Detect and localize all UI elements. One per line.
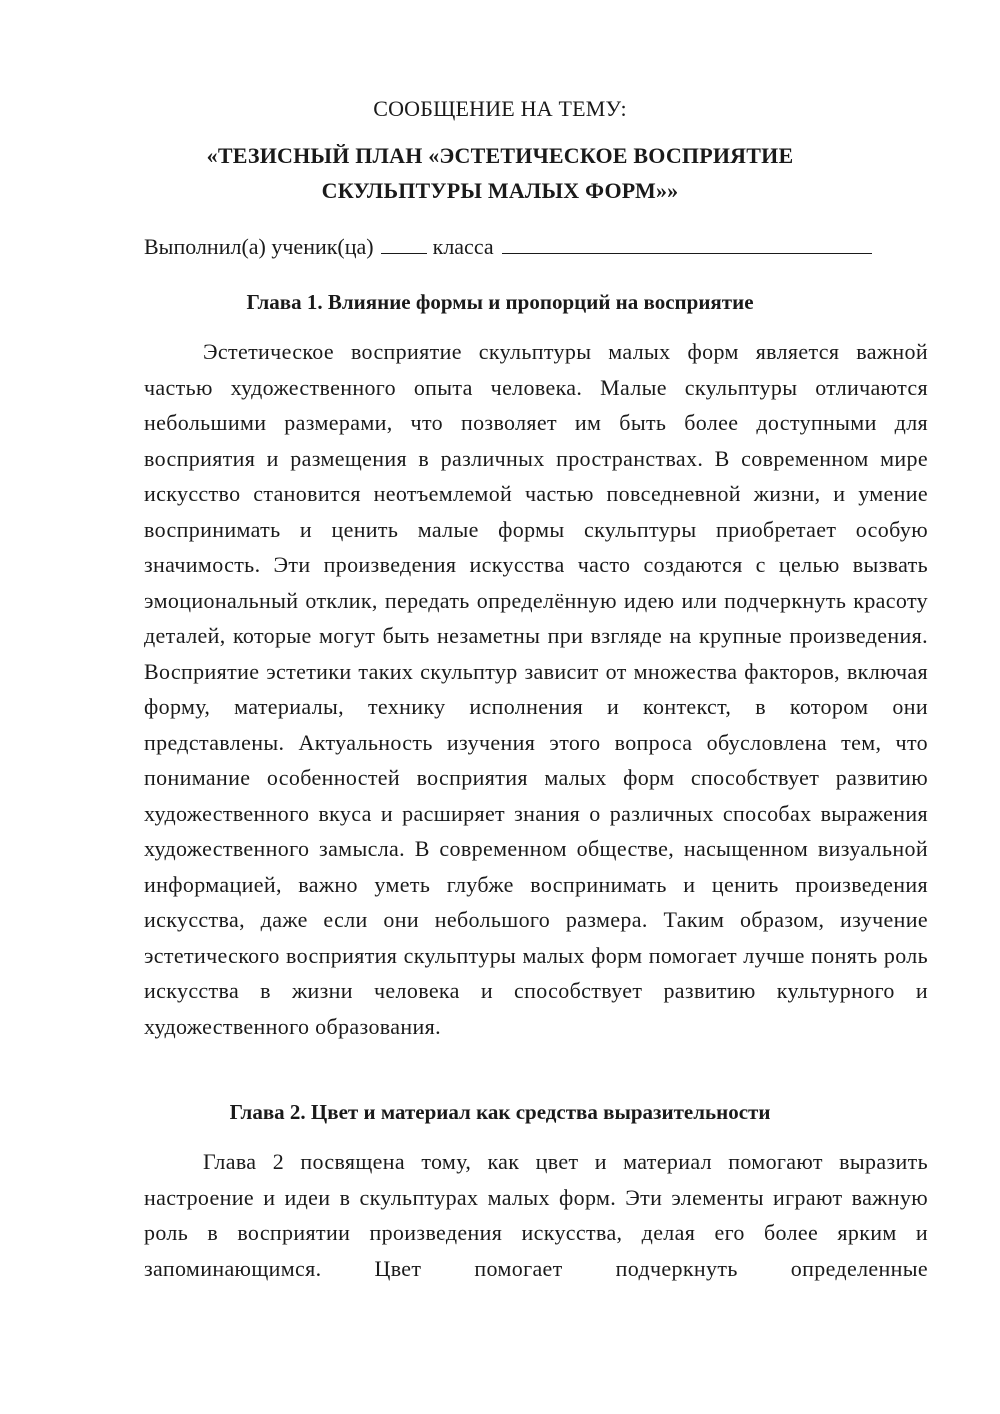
report-topic-title-line-2: СКУЛЬПТУРЫ МАЛЫХ ФОРМ»» [321, 178, 679, 203]
report-topic-title-line-1: «ТЕЗИСНЫЙ ПЛАН «ЭСТЕТИЧЕСКОЕ ВОСПРИЯТИЕ [206, 143, 794, 168]
report-type-title: СООБЩЕНИЕ НА ТЕМУ: [373, 96, 627, 121]
class-label: класса [432, 234, 494, 259]
executor-label: Выполнил(а) ученик(ца) [144, 234, 374, 259]
executor-line [144, 235, 872, 258]
chapter-1-heading: Глава 1. Влияние формы и пропорций на восприятие [246, 290, 754, 314]
chapter-1-paragraph: Эстетическое восприятие скульптуры малых форм является важной частью художественного опыта человека. Малые скульптуры отличаются небольшими размерами, что позволяет им быть более доступными для восприятия и размещения в различных пространствах. В современном мире искусство становится неотъемлемой частью повседневной жизни, и умение воспринимать и ценить малые формы скульптуры приобретает особую значимость. Эти произведения искусства часто создаются с целью вызвать эмоциональный отклик, передать определённую идею или подчеркнуть красоту деталей, которые могут быть незаметны при взгляде на крупные произведения. Восприятие эстетики таких скульптур зависит от множества факторов, включая форму, материалы, технику исполнения и контекст, в котором они представлены. Актуальность изучения этого вопроса обусловлена тем, что понимание особенностей восприятия малых форм способствует развитию художественного вкуса и расширяет знания о различных способах выражения художественного замысла. В современном обществе, насыщенном визуальной информацией, важно уметь глубже воспринимать и ценить произведения искусства, даже если они небольшого размера. Таким образом, изучение эстетического восприятия скульптуры малых форм помогает лучше понять роль искусства в жизни человека и способствует развитию культурного и художественного образования. [144, 339, 928, 1039]
chapter-2-paragraph: Глава 2 посвящена тому, как цвет и материал помогают выразить настроение и идеи в скульптурах малых форм. Эти элементы играют важную роль в восприятии произведения искусства, делая его более ярким и запоминающимся. Цвет помогает подчеркнуть определенные [144, 1149, 928, 1281]
chapter-2-heading: Глава 2. Цвет и материал как средства выразительности [229, 1100, 771, 1124]
student-name-blank-field[interactable] [502, 235, 872, 254]
grade-blank-field[interactable] [381, 235, 427, 254]
